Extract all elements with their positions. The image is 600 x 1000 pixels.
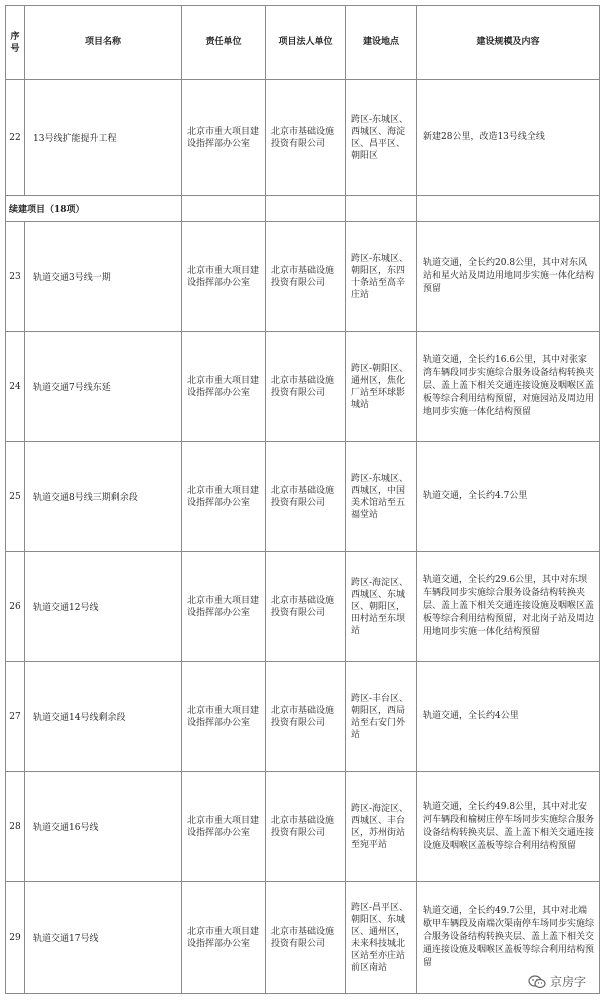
row-corp: 北京市基础设施投资有限公司 <box>266 222 346 332</box>
wechat-icon <box>528 975 546 989</box>
row-loc: 跨区-海淀区、西城区、东城区、朝阳区，田村站至东坝站 <box>346 552 417 662</box>
header-loc: 建设地点 <box>346 6 417 80</box>
section-empty-cell <box>266 196 346 222</box>
row-loc: 跨区-东城区、西城区，中国美术馆站至五福堂站 <box>346 442 417 552</box>
row-no: 25 <box>6 442 25 552</box>
row-name: 轨道交通12号线 <box>25 552 182 662</box>
row-no: 23 <box>6 222 25 332</box>
watermark <box>528 973 586 990</box>
header-corp: 项目法人单位 <box>266 6 346 80</box>
section-empty-cell <box>417 196 600 222</box>
row-name: 轨道交通17号线 <box>25 882 182 994</box>
table-row <box>6 772 600 882</box>
row-unit: 北京市重大项目建设指挥部办公室 <box>182 662 266 772</box>
row-loc: 跨区-东城区、西城区、海淀区、昌平区、朝阳区 <box>346 80 417 196</box>
row-unit: 北京市重大项目建设指挥部办公室 <box>182 332 266 442</box>
row-loc: 跨区-丰台区、朝阳区，西局站至右安门外站 <box>346 662 417 772</box>
section-empty-cell <box>346 196 417 222</box>
row-scope: 轨道交通，全长约16.6公里，其中对张家湾车辆段同步实施综合服务设备结构转换夹层、盖上盖下相关交通连接设施及咽喉区盖板等综合利用结构预留，对施园站及周边用地同步实施一体化结构预留 <box>417 332 600 442</box>
row-name: 轨道交通7号线东延 <box>25 332 182 442</box>
row-name: 轨道交通14号线剩余段 <box>25 662 182 772</box>
row-loc: 跨区-昌平区、朝阳区、东城区、通州区，未来科技城北区站至亦庄站前区南站 <box>346 882 417 994</box>
row-unit: 北京市重大项目建设指挥部办公室 <box>182 552 266 662</box>
row-corp: 北京市基础设施投资有限公司 <box>266 332 346 442</box>
row-no: 22 <box>6 80 25 196</box>
row-corp: 北京市基础设施投资有限公司 <box>266 882 346 994</box>
row-corp: 北京市基础设施投资有限公司 <box>266 80 346 196</box>
row-unit: 北京市重大项目建设指挥部办公室 <box>182 442 266 552</box>
table-row <box>6 442 600 552</box>
row-scope: 轨道交通，全长约4公里 <box>417 662 600 772</box>
row-scope: 轨道交通，全长约49.8公里，其中对北安河车辆段和榆树庄停车场同步实施综合服务设备结构转换夹层、盖上盖下相关交通连接设施及咽喉区盖板等综合利用结构预留 <box>417 772 600 882</box>
table-row <box>6 882 600 994</box>
row-scope: 轨道交通，全长约4.7公里 <box>417 442 600 552</box>
header-scope: 建设规模及内容 <box>417 6 600 80</box>
row-scope: 新建28公里，改造13号线全线 <box>417 80 600 196</box>
section-row <box>6 196 600 222</box>
row-loc: 跨区-东城区、朝阳区，东四十条站至高辛庄站 <box>346 222 417 332</box>
table-row <box>6 222 600 332</box>
row-corp: 北京市基础设施投资有限公司 <box>266 772 346 882</box>
section-title: 续建项目（18项） <box>6 196 182 222</box>
header-unit: 责任单位 <box>182 6 266 80</box>
row-scope: 轨道交通，全长约29.6公里，其中对东坝车辆段同步实施综合服务设备结构转换夹层、盖上盖下相关交通连接设施及咽喉区盖板等综合利用结构预留，对北岗子站及周边用地同步实施一体化结构预留 <box>417 552 600 662</box>
header-no: 序号 <box>6 6 25 80</box>
row-unit: 北京市重大项目建设指挥部办公室 <box>182 882 266 994</box>
table-row <box>6 80 600 196</box>
row-unit: 北京市重大项目建设指挥部办公室 <box>182 222 266 332</box>
header-row <box>6 6 600 80</box>
row-corp: 北京市基础设施投资有限公司 <box>266 662 346 772</box>
watermark-text: 京房字 <box>549 975 586 989</box>
row-loc: 跨区-朝阳区、通州区，焦化厂站至环球影城站 <box>346 332 417 442</box>
row-no: 26 <box>6 552 25 662</box>
row-unit: 北京市重大项目建设指挥部办公室 <box>182 772 266 882</box>
row-corp: 北京市基础设施投资有限公司 <box>266 442 346 552</box>
row-no: 27 <box>6 662 25 772</box>
row-corp: 北京市基础设施投资有限公司 <box>266 552 346 662</box>
project-table <box>5 5 600 994</box>
row-unit: 北京市重大项目建设指挥部办公室 <box>182 80 266 196</box>
header-name: 项目名称 <box>25 6 182 80</box>
table-row <box>6 332 600 442</box>
row-name: 轨道交通3号线一期 <box>25 222 182 332</box>
row-name: 轨道交通8号线三期剩余段 <box>25 442 182 552</box>
row-loc: 跨区-海淀区、西城区、丰台区，苏州街站至宛平站 <box>346 772 417 882</box>
table-row <box>6 552 600 662</box>
table-row <box>6 662 600 772</box>
row-name: 13号线扩能提升工程 <box>25 80 182 196</box>
row-no: 28 <box>6 772 25 882</box>
row-no: 29 <box>6 882 25 994</box>
row-no: 24 <box>6 332 25 442</box>
row-scope: 轨道交通，全长约49.7公里，其中对北端歇甲车辆段及南端次渠南停车场同步实施综合服务设备结构转换夹层、盖上盖下相关交通连接设施及咽喉区盖板等综合利用结构预留 <box>417 882 600 994</box>
section-empty-cell <box>182 196 266 222</box>
row-scope: 轨道交通，全长约20.8公里，其中对东风站和星火站及周边用地同步实施一体化结构预留 <box>417 222 600 332</box>
row-name: 轨道交通16号线 <box>25 772 182 882</box>
